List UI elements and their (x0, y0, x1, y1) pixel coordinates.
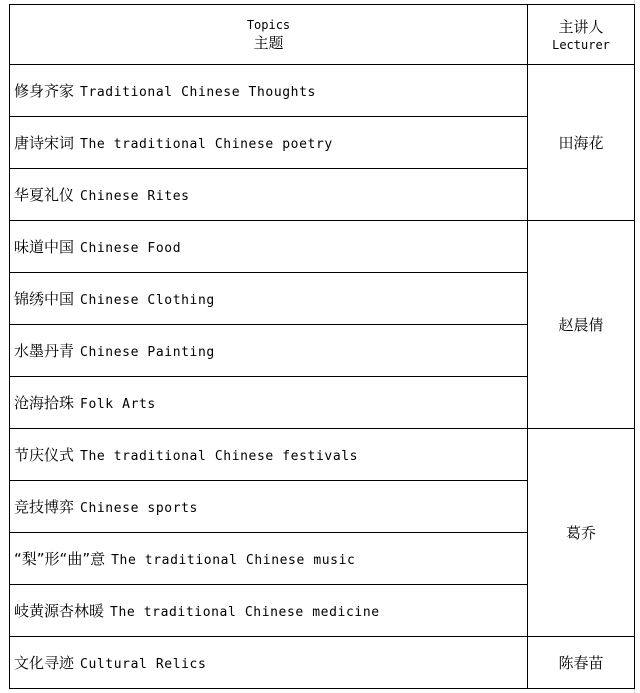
topics-header-en: Topics (246, 17, 291, 32)
topic-cell[interactable] (10, 273, 528, 325)
topics-header-zh: 主题 (253, 33, 284, 52)
topic-cell[interactable] (10, 481, 528, 533)
topic-zh: 节庆仪式 (14, 446, 75, 464)
topic-zh: 唐诗宋词 (14, 134, 75, 152)
topic-cell[interactable] (10, 221, 528, 273)
topic-zh: 竞技博弈 (14, 498, 75, 516)
topic-cell[interactable] (10, 65, 528, 117)
topic-en: Folk Arts (80, 397, 156, 412)
table-row (10, 65, 635, 117)
topic-zh: 华夏礼仪 (14, 186, 75, 204)
topic-cell[interactable] (10, 377, 528, 429)
topic-cell[interactable] (10, 585, 528, 637)
topic-zh: “梨”形“曲”意 (14, 550, 106, 568)
topic-zh: 味道中国 (14, 238, 75, 256)
topic-zh: 文化寻迹 (14, 654, 75, 672)
lecture-schedule-table (9, 4, 635, 689)
topic-zh: 岐黄源杏林暖 (14, 602, 105, 620)
topic-cell[interactable] (10, 637, 528, 689)
lecturer-cell[interactable]: 田海花 (528, 65, 635, 221)
topic-en: Cultural Relics (80, 657, 207, 672)
topic-cell[interactable] (10, 169, 528, 221)
topic-en: The traditional Chinese poetry (80, 137, 333, 152)
lecturer-header-en: Lecturer (552, 37, 610, 52)
topic-zh: 修身齐家 (14, 82, 75, 100)
topic-en: Chinese sports (80, 501, 198, 516)
lecturer-cell[interactable]: 葛乔 (528, 429, 635, 637)
table-row (10, 429, 635, 481)
lecturer-cell[interactable]: 赵晨倩 (528, 221, 635, 429)
lecturer-header-zh: 主讲人 (558, 17, 604, 36)
topic-zh: 锦绣中国 (14, 290, 75, 308)
table-row (10, 637, 635, 689)
topic-en: Traditional Chinese Thoughts (80, 85, 316, 100)
topic-cell[interactable] (10, 429, 528, 481)
topic-en: Chinese Clothing (80, 293, 215, 308)
topic-cell[interactable] (10, 533, 528, 585)
topic-zh: 水墨丹青 (14, 342, 75, 360)
topic-en: The traditional Chinese medicine (110, 605, 380, 620)
topic-zh: 沧海拾珠 (14, 394, 75, 412)
topic-en: Chinese Painting (80, 345, 215, 360)
topic-en: The traditional Chinese music (111, 553, 356, 568)
topic-en: The traditional Chinese festivals (80, 449, 359, 464)
table-row (10, 221, 635, 273)
header-row (10, 5, 635, 65)
topic-en: Chinese Food (80, 241, 182, 256)
topic-cell[interactable] (10, 325, 528, 377)
topics-header-cell[interactable] (10, 5, 528, 65)
topic-cell[interactable] (10, 117, 528, 169)
lecturer-cell[interactable]: 陈春苗 (528, 637, 635, 689)
lecturer-header-cell[interactable] (528, 5, 635, 65)
topic-en: Chinese Rites (80, 189, 190, 204)
